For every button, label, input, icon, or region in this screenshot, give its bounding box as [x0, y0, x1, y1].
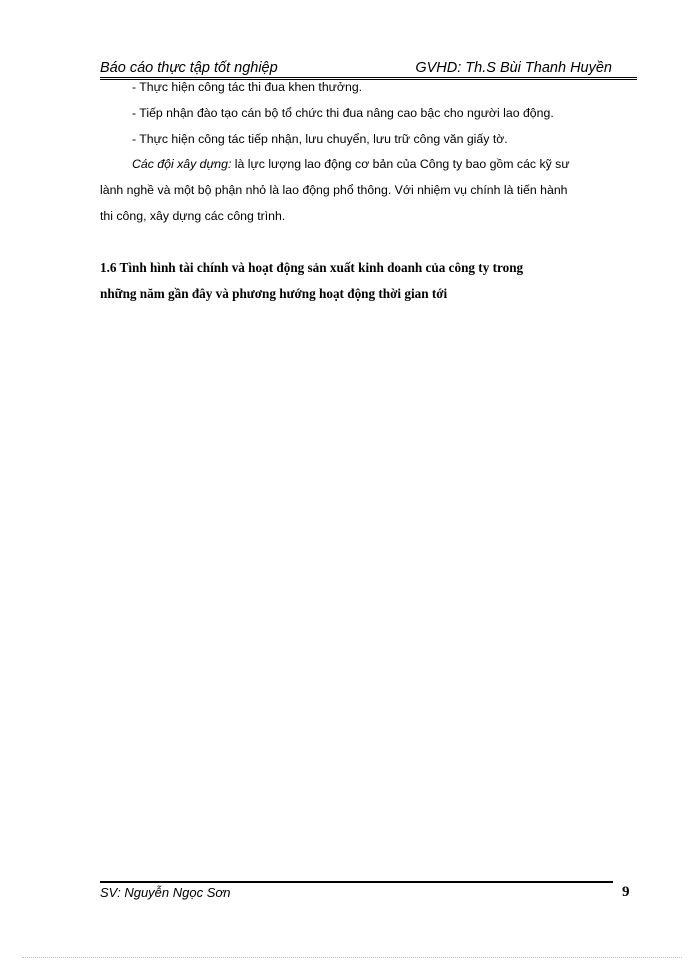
- paragraph-line-1: [100, 157, 633, 171]
- footer-rule: [100, 881, 613, 883]
- student-name: SV: Nguyễn Ngọc Sơn: [100, 885, 231, 900]
- paragraph-line-3: thi công, xây dựng các công trình.: [100, 209, 286, 223]
- bullet-item-3: - Thực hiện công tác tiếp nhận, lưu chuyển, lưu trữ công văn giấy tờ.: [132, 132, 508, 146]
- paragraph-line-2: lành nghề và một bộ phận nhỏ là lao động phổ thông. Với nhiệm vụ chính là tiến hành: [100, 183, 568, 197]
- paragraph-lead: Các đội xây dựng:: [132, 157, 232, 171]
- paragraph-text-1: là lực lượng lao động cơ bản của Công ty bao gồm các kỹ sư: [231, 157, 570, 171]
- supervisor-name: GVHD: Th.S Bùi Thanh Huyền: [415, 60, 612, 76]
- bullet-item-2: - Tiếp nhận đào tạo cán bộ tổ chức thi đua nâng cao bậc cho người lao động.: [132, 106, 554, 120]
- section-heading-line-2: những năm gần đây và phương hướng hoạt động thời gian tới: [100, 286, 448, 301]
- page-number: 9: [622, 884, 630, 900]
- report-title: Báo cáo thực tập tốt nghiệp: [100, 60, 278, 76]
- page-edge-dots: [22, 957, 682, 958]
- section-heading-line-1: 1.6 Tình hình tài chính và hoạt động sản xuất kinh doanh của công ty trong: [100, 260, 524, 275]
- bullet-item-1: - Thực hiện công tác thi đua khen thưởng.: [132, 80, 363, 94]
